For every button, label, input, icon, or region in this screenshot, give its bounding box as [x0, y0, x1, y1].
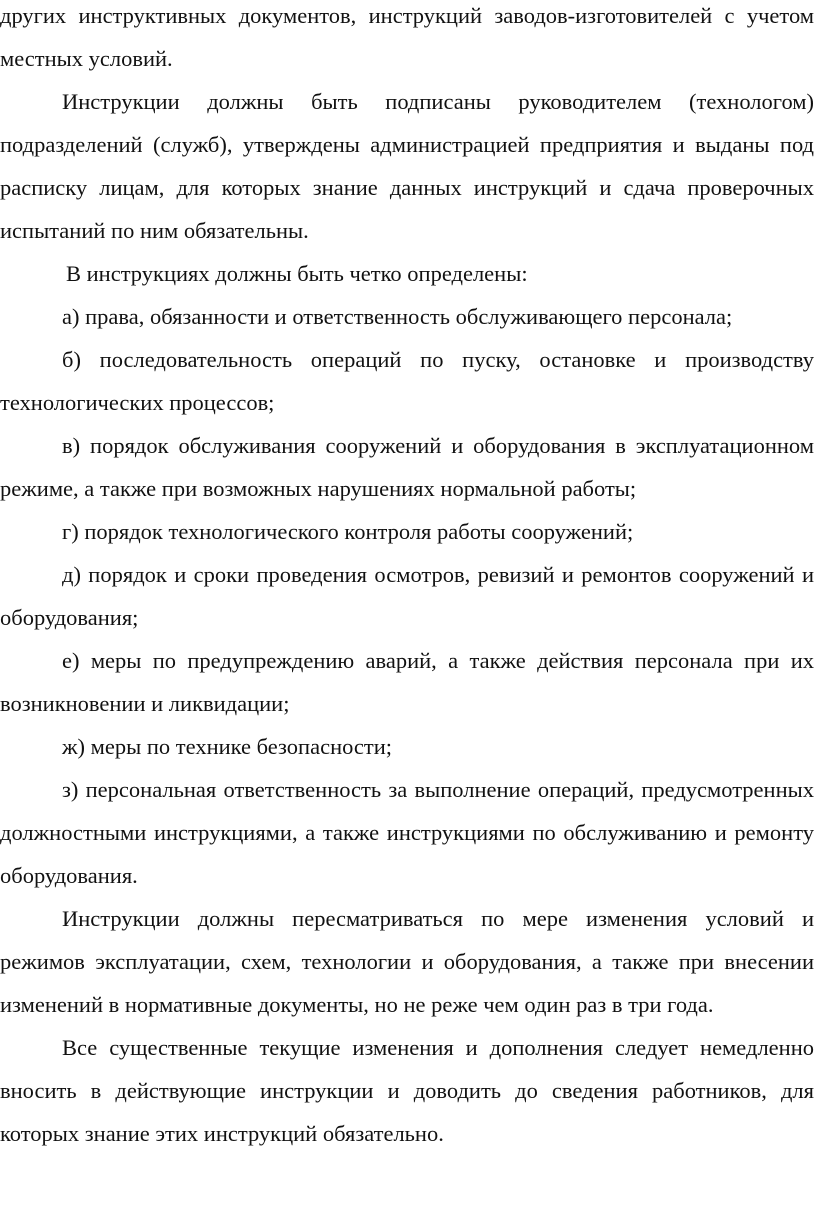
- paragraph-list-intro: В инструкциях должны быть четко определены:: [66, 261, 528, 286]
- paragraph-signing-requirements: Инструкции должны быть подписаны руководителем (технологом) подразделений (служб), утверждены администрацией предприятия и выданы под расписку лицам, для которых знание данных инструкций и сдача проверочных испытаний по ним обязательны.: [0, 89, 814, 243]
- list-item-a: а) права, обязанности и ответственность обслуживающего персонала;: [62, 304, 733, 329]
- list-item-b: б) последовательность операций по пуску, остановке и производству технологических процессов;: [0, 347, 814, 415]
- list-item-zh: ж) меры по технике безопасности;: [62, 734, 393, 759]
- list-item-g: г) порядок технологического контроля работы сооружений;: [62, 519, 634, 544]
- paragraph-continuation: других инструктивных документов, инструкций заводов-изготовителей с учетом местных условий.: [0, 3, 814, 71]
- list-item-z: з) персональная ответственность за выполнение операций, предусмотренных должностными инструкциями, а также инструкциями по обслуживанию и ремонту оборудования.: [0, 777, 814, 888]
- list-item-d: д) порядок и сроки проведения осмотров, ревизий и ремонтов сооружений и оборудования;: [0, 562, 814, 630]
- paragraph-revision-period: Инструкции должны пересматриваться по мере изменения условий и режимов эксплуатации, схем, технологии и оборудования, а также при внесении изменений в нормативные документы, но не реже чем один раз в три года.: [0, 906, 814, 1017]
- list-item-e: е) меры по предупреждению аварий, а также действия персонала при их возникновении и ликвидации;: [0, 648, 814, 716]
- paragraph-changes: Все существенные текущие изменения и дополнения следует немедленно вносить в действующие инструкции и доводить до сведения работников, для которых знание этих инструкций обязательно.: [0, 1035, 814, 1146]
- list-item-v: в) порядок обслуживания сооружений и оборудования в эксплуатационном режиме, а также при возможных нарушениях нормальной работы;: [0, 433, 814, 501]
